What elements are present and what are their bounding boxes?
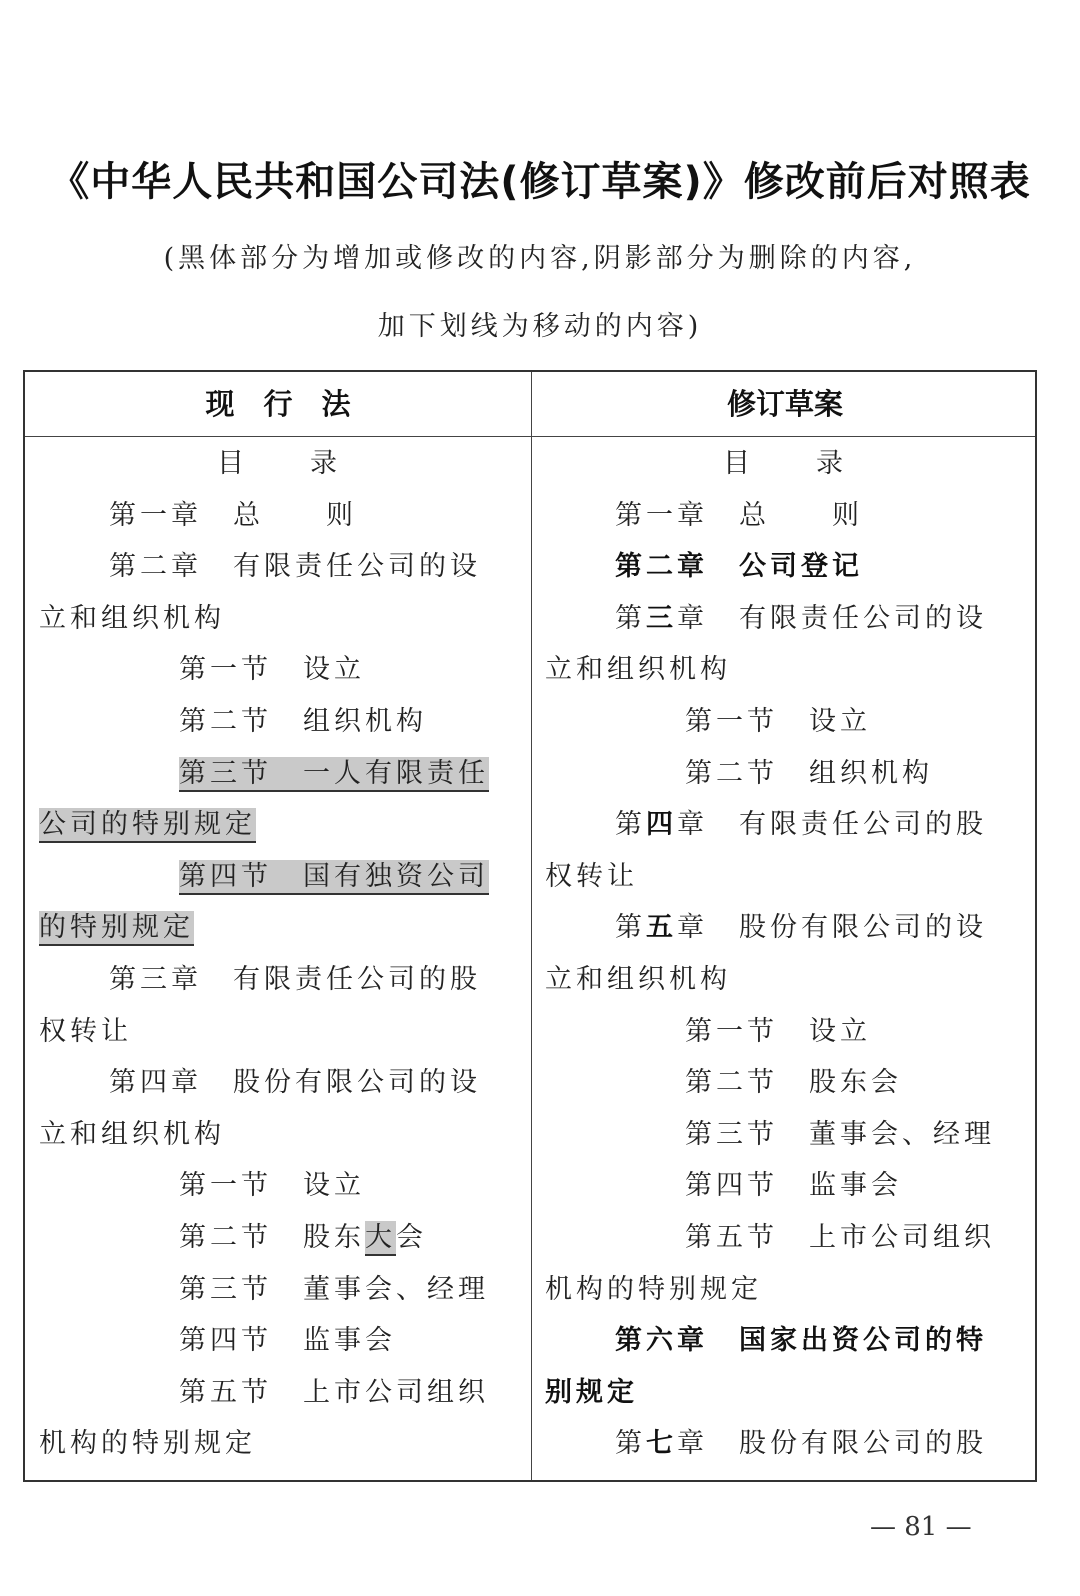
column-divider: [531, 372, 532, 1480]
toc-line-added: 第二章 公司登记: [615, 551, 863, 583]
toc-text: 会: [396, 1221, 427, 1253]
page-number: — 81 —: [870, 1512, 972, 1542]
toc-line: 第二章 有限责任公司的设: [109, 551, 481, 583]
toc-line: 第二节 股东会: [685, 1067, 902, 1099]
comparison-table: [23, 370, 1037, 1482]
toc-line-deleted: [39, 799, 519, 851]
toc-line: [545, 799, 1025, 851]
toc-line: 第一章 总 则: [615, 499, 863, 531]
toc-line: 第四章 股份有限公司的设: [109, 1067, 481, 1099]
deleted-text: 公司的特别规定: [39, 808, 256, 843]
toc-line: 第三节 董事会、经理: [685, 1118, 995, 1150]
subtitle-line-1: (黑体部分为增加或修改的内容,阴影部分为删除的内容,: [163, 243, 917, 274]
deleted-text: 第四节 国有独资公司: [179, 860, 489, 895]
toc-line-added: 第六章 国家出资公司的特: [615, 1325, 987, 1357]
toc-line: 第一节 设立: [179, 654, 365, 686]
modified-text: 七: [646, 1428, 677, 1460]
toc-line: 第四节 监事会: [685, 1170, 902, 1202]
toc-text: 第二节 股东: [179, 1221, 365, 1253]
toc-line: 权转让: [545, 860, 638, 892]
subtitle-line-2: 加下划线为移动的内容): [377, 311, 703, 342]
toc-title: 目 录: [217, 448, 341, 479]
current-law-column: [39, 438, 519, 1470]
toc-line: 立和组织机构: [39, 602, 225, 634]
toc-text: 第: [615, 1428, 646, 1460]
toc-line: 第三章 有限责任公司的股: [109, 963, 481, 995]
toc-line: 第二节 组织机构: [685, 757, 933, 789]
toc-line: [545, 593, 1025, 645]
toc-line: 第四节 监事会: [179, 1325, 396, 1357]
toc-line-deleted: [39, 851, 519, 903]
toc-line: [545, 1418, 1025, 1470]
toc-line: 第二节 组织机构: [179, 705, 427, 737]
deleted-text: 大: [365, 1221, 396, 1256]
header-revised-draft: 修订草案: [726, 387, 843, 421]
toc-text: 章 股份有限公司的股: [677, 1428, 987, 1460]
toc-line: 立和组织机构: [545, 963, 731, 995]
toc-line: 第一节 设立: [685, 1015, 871, 1047]
toc-line: 立和组织机构: [39, 1118, 225, 1150]
toc-line: 机构的特别规定: [39, 1428, 256, 1460]
toc-line: 第三节 董事会、经理: [179, 1273, 489, 1305]
toc-line: 第五节 上市公司组织: [685, 1221, 995, 1253]
toc-line: 第一章 总 则: [109, 499, 357, 531]
toc-line: 权转让: [39, 1015, 132, 1047]
toc-line-deleted: [39, 748, 519, 800]
revised-draft-column: [545, 438, 1025, 1470]
toc-text: 第: [615, 912, 646, 944]
toc-line: [39, 1212, 519, 1264]
modified-text: 五: [646, 912, 677, 944]
toc-text: 第: [615, 809, 646, 841]
modified-text: 四: [646, 809, 677, 841]
toc-line: 第一节 设立: [685, 705, 871, 737]
deleted-text: 第三节 一人有限责任: [179, 757, 489, 792]
modified-text: 三: [646, 602, 677, 634]
toc-text: 第: [615, 602, 646, 634]
header-divider: [25, 436, 1035, 437]
toc-line: 立和组织机构: [545, 654, 731, 686]
header-current-law: 现 行 法: [205, 387, 351, 421]
toc-line: [545, 902, 1025, 954]
toc-line: 第五节 上市公司组织: [179, 1376, 489, 1408]
page-title: 《中华人民共和国公司法(修订草案)》修改前后对照表: [49, 159, 1031, 205]
toc-line-added: 别规定: [545, 1376, 638, 1408]
toc-title: 目 录: [723, 448, 847, 479]
toc-text: 章 股份有限公司的设: [677, 912, 987, 944]
toc-line-deleted: [39, 902, 519, 954]
toc-text: 章 有限责任公司的股: [677, 809, 987, 841]
toc-line: 机构的特别规定: [545, 1273, 762, 1305]
deleted-text: 的特别规定: [39, 911, 194, 946]
toc-text: 章 有限责任公司的设: [677, 602, 987, 634]
toc-line: 第一节 设立: [179, 1170, 365, 1202]
